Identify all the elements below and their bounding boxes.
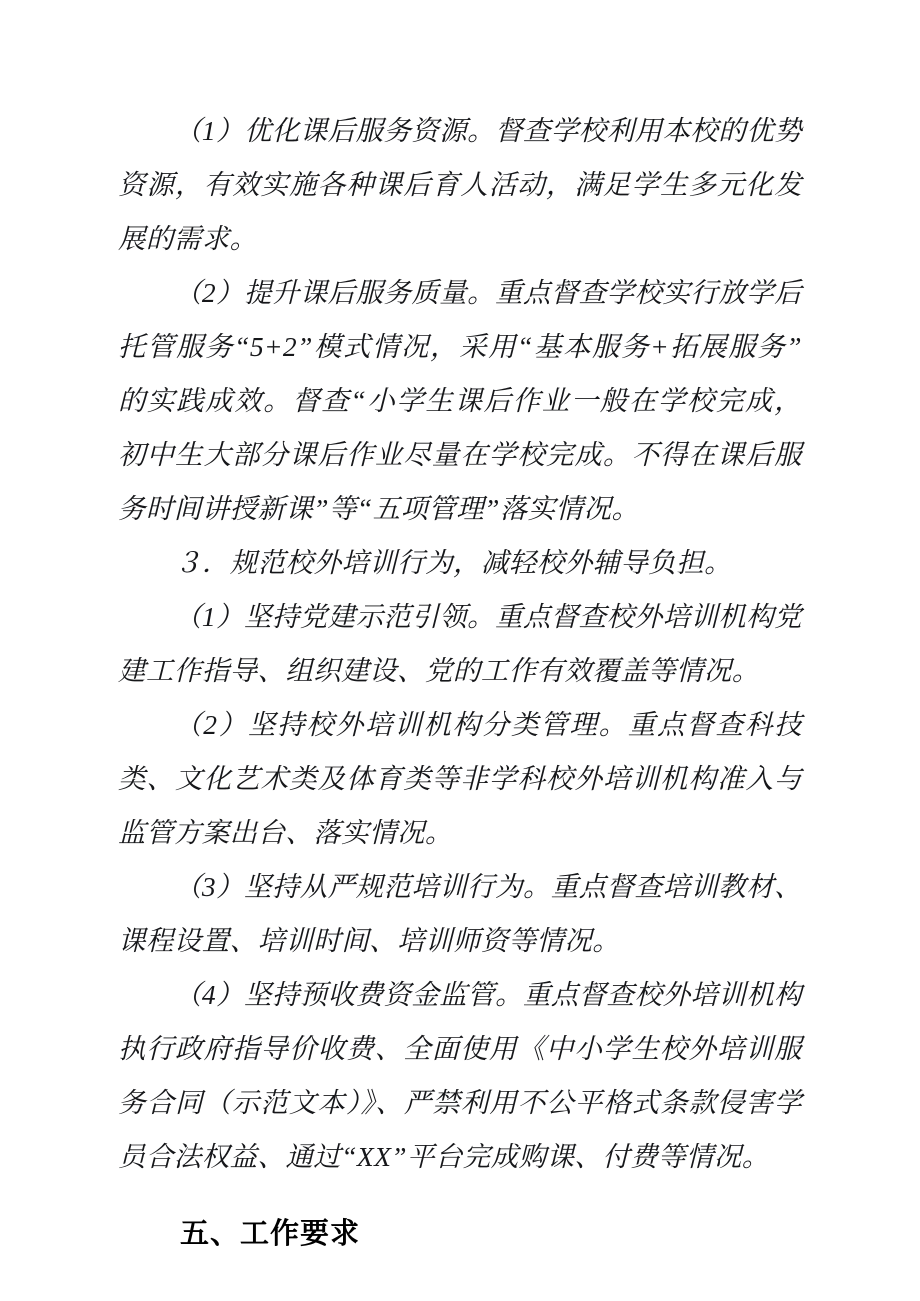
paragraph-optimize-after-school-resources: （1）优化课后服务资源。督查学校利用本校的优势资源，有效实施各种课后育人活动，满足学生多元化发展的需求。	[118, 115, 802, 254]
numbered-heading-regulate-off-campus-training: ３．规范校外培训行为，减轻校外辅导负担。	[174, 547, 732, 578]
paragraph-improve-after-school-quality: （2）提升课后服务质量。重点督查学校实行放学后托管服务“5+2”模式情况，采用“基本服务+拓展服务”的实践成效。督查“小学生课后作业一般在学校完成，初中生大部分课后作业尽量在学校完成。不得在课后服务时间讲授新课”等“五项管理”落实情况。	[118, 277, 802, 524]
document-body	[118, 104, 802, 1260]
paragraph-party-building-leadership: （1）坚持党建示范引领。重点督查校外培训机构党建工作指导、组织建设、党的工作有效覆盖等情况。	[118, 601, 802, 686]
paragraph-classified-management: （2）坚持校外培训机构分类管理。重点督查科技类、文化艺术类及体育类等非学科校外培训机构准入与监管方案出台、落实情况。	[118, 709, 802, 848]
section-heading-work-requirements: 五、工作要求	[180, 1216, 361, 1250]
paragraph-prepaid-fund-supervision: （4）坚持预收费资金监管。重点督查校外培训机构执行政府指导价收费、全面使用《中小学生校外培训服务合同（示范文本）》、严禁利用不公平格式条款侵害学员合法权益、通过“XX”平台完成购课、付费等情况。	[118, 979, 802, 1172]
paragraph-strict-training-regulation: （3）坚持从严规范培训行为。重点督查培训教材、课程设置、培训时间、培训师资等情况。	[118, 871, 802, 956]
